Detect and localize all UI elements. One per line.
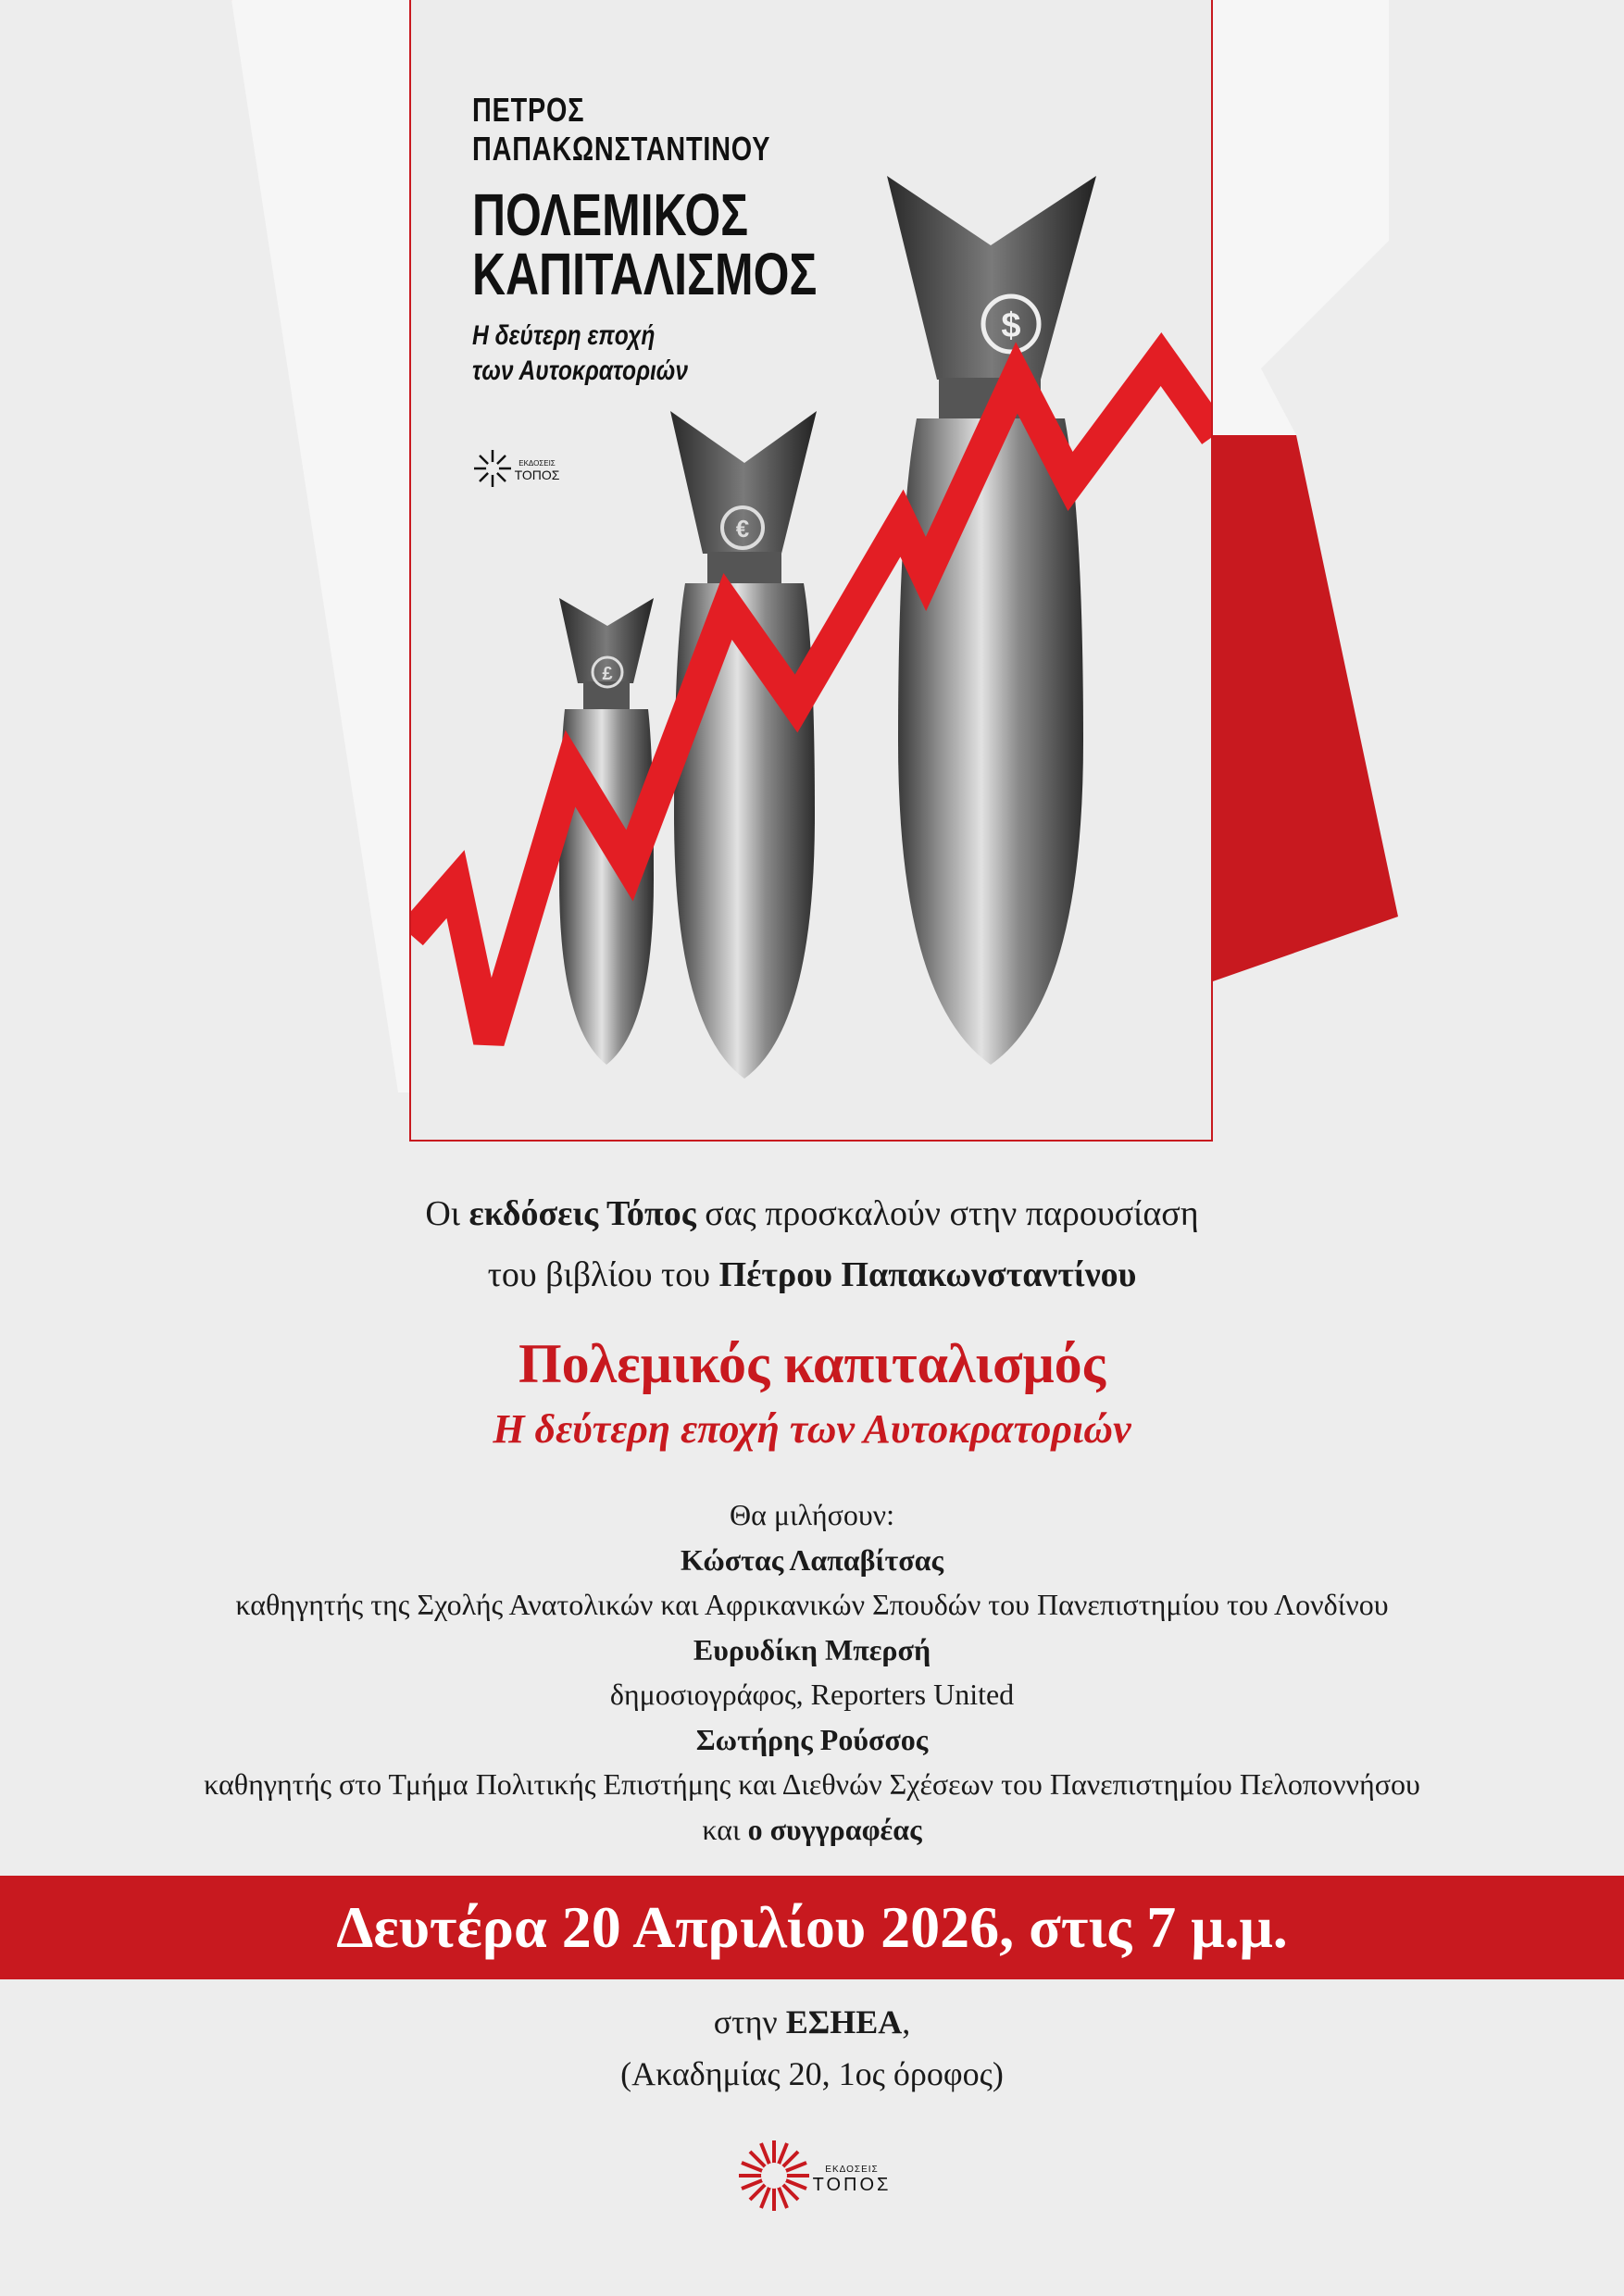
cover-title: ΠΟΛΕΜΙΚΟΣ ΚΑΠΙΤΑΛΙΣΜΟΣ	[472, 181, 818, 307]
cover-author: ΠΕΤΡΟΣ ΠΑΠΑΚΩΝΣΤΑΝΤΙΝΟΥ	[472, 91, 771, 168]
speakers-intro: Θα μιλήσουν:	[729, 1498, 895, 1531]
book-subtitle: Η δεύτερη εποχή των Αυτοκρατοριών	[493, 1406, 1131, 1452]
speakers-section	[0, 1492, 1624, 1852]
speaker-role: καθηγητής στο Τμήμα Πολιτικής Επιστήμης και Διεθνών Σχέσεων του Πανεπιστημίου Πελοποννήσου	[204, 1767, 1420, 1801]
speaker-name: Σωτήρης Ρούσσος	[695, 1722, 929, 1756]
venue-address: (Ακαδημίας 20, 1ος όροφος)	[620, 2055, 1004, 2092]
pound-icon: £	[602, 664, 613, 684]
venue-info: στην ΕΣΗΕΑ, (Ακαδημίας 20, 1ος όροφος)	[0, 1996, 1624, 2100]
medium-bomb-icon	[670, 411, 817, 1079]
logo-name-text: ΤΟΠΟΣ	[812, 2175, 892, 2195]
publisher-name: εκδόσεις Τόπος	[468, 1194, 696, 1233]
euro-icon: €	[735, 515, 750, 543]
speakers-closing: και ο συγγραφέας	[702, 1812, 922, 1846]
speaker-name: Κώστας Λαπαβίτσας	[681, 1542, 943, 1577]
dollar-icon: $	[1001, 306, 1021, 345]
publisher-logo	[731, 2129, 898, 2222]
cover-illustration	[411, 0, 1213, 1142]
venue-name: ΕΣΗΕΑ	[785, 2003, 903, 2040]
logo-top-text: ΕΚΔΟΣΕΙΣ	[825, 2165, 879, 2175]
speaker-role: δημοσιογράφος, Reporters United	[609, 1678, 1015, 1711]
speaker-name: Ευρυδίκη Μπερσή	[693, 1632, 931, 1666]
cover-logo-name: ΤΟΠΟΣ	[514, 468, 560, 482]
large-bomb-icon	[887, 176, 1096, 1065]
cover-publisher-logo	[472, 441, 583, 496]
speaker-role: καθηγητής της Σχολής Ανατολικών και Αφρικανικών Σπουδών του Πανεπιστημίου του Λονδίνου	[235, 1588, 1389, 1621]
event-date: Δευτέρα 20 Απριλίου 2026, στις 7 μ.μ.	[336, 1894, 1288, 1960]
book-title: Πολεμικός καπιταλισμός	[518, 1333, 1106, 1394]
cover-subtitle: Η δεύτερη εποχή των Αυτοκρατοριών	[472, 320, 689, 386]
book-cover	[409, 0, 1213, 1142]
author-name: Πέτρου Παπακωνσταντίνου	[718, 1255, 1137, 1294]
cover-logo-top: ΕΚΔΟΣΕΙΣ	[518, 459, 556, 468]
invitation-text: Οι εκδόσεις Τόπος σας προσκαλούν στην παρουσίαση του βιβλίου του Πέτρου Παπακωνσταντίνου	[425, 1194, 1199, 1294]
